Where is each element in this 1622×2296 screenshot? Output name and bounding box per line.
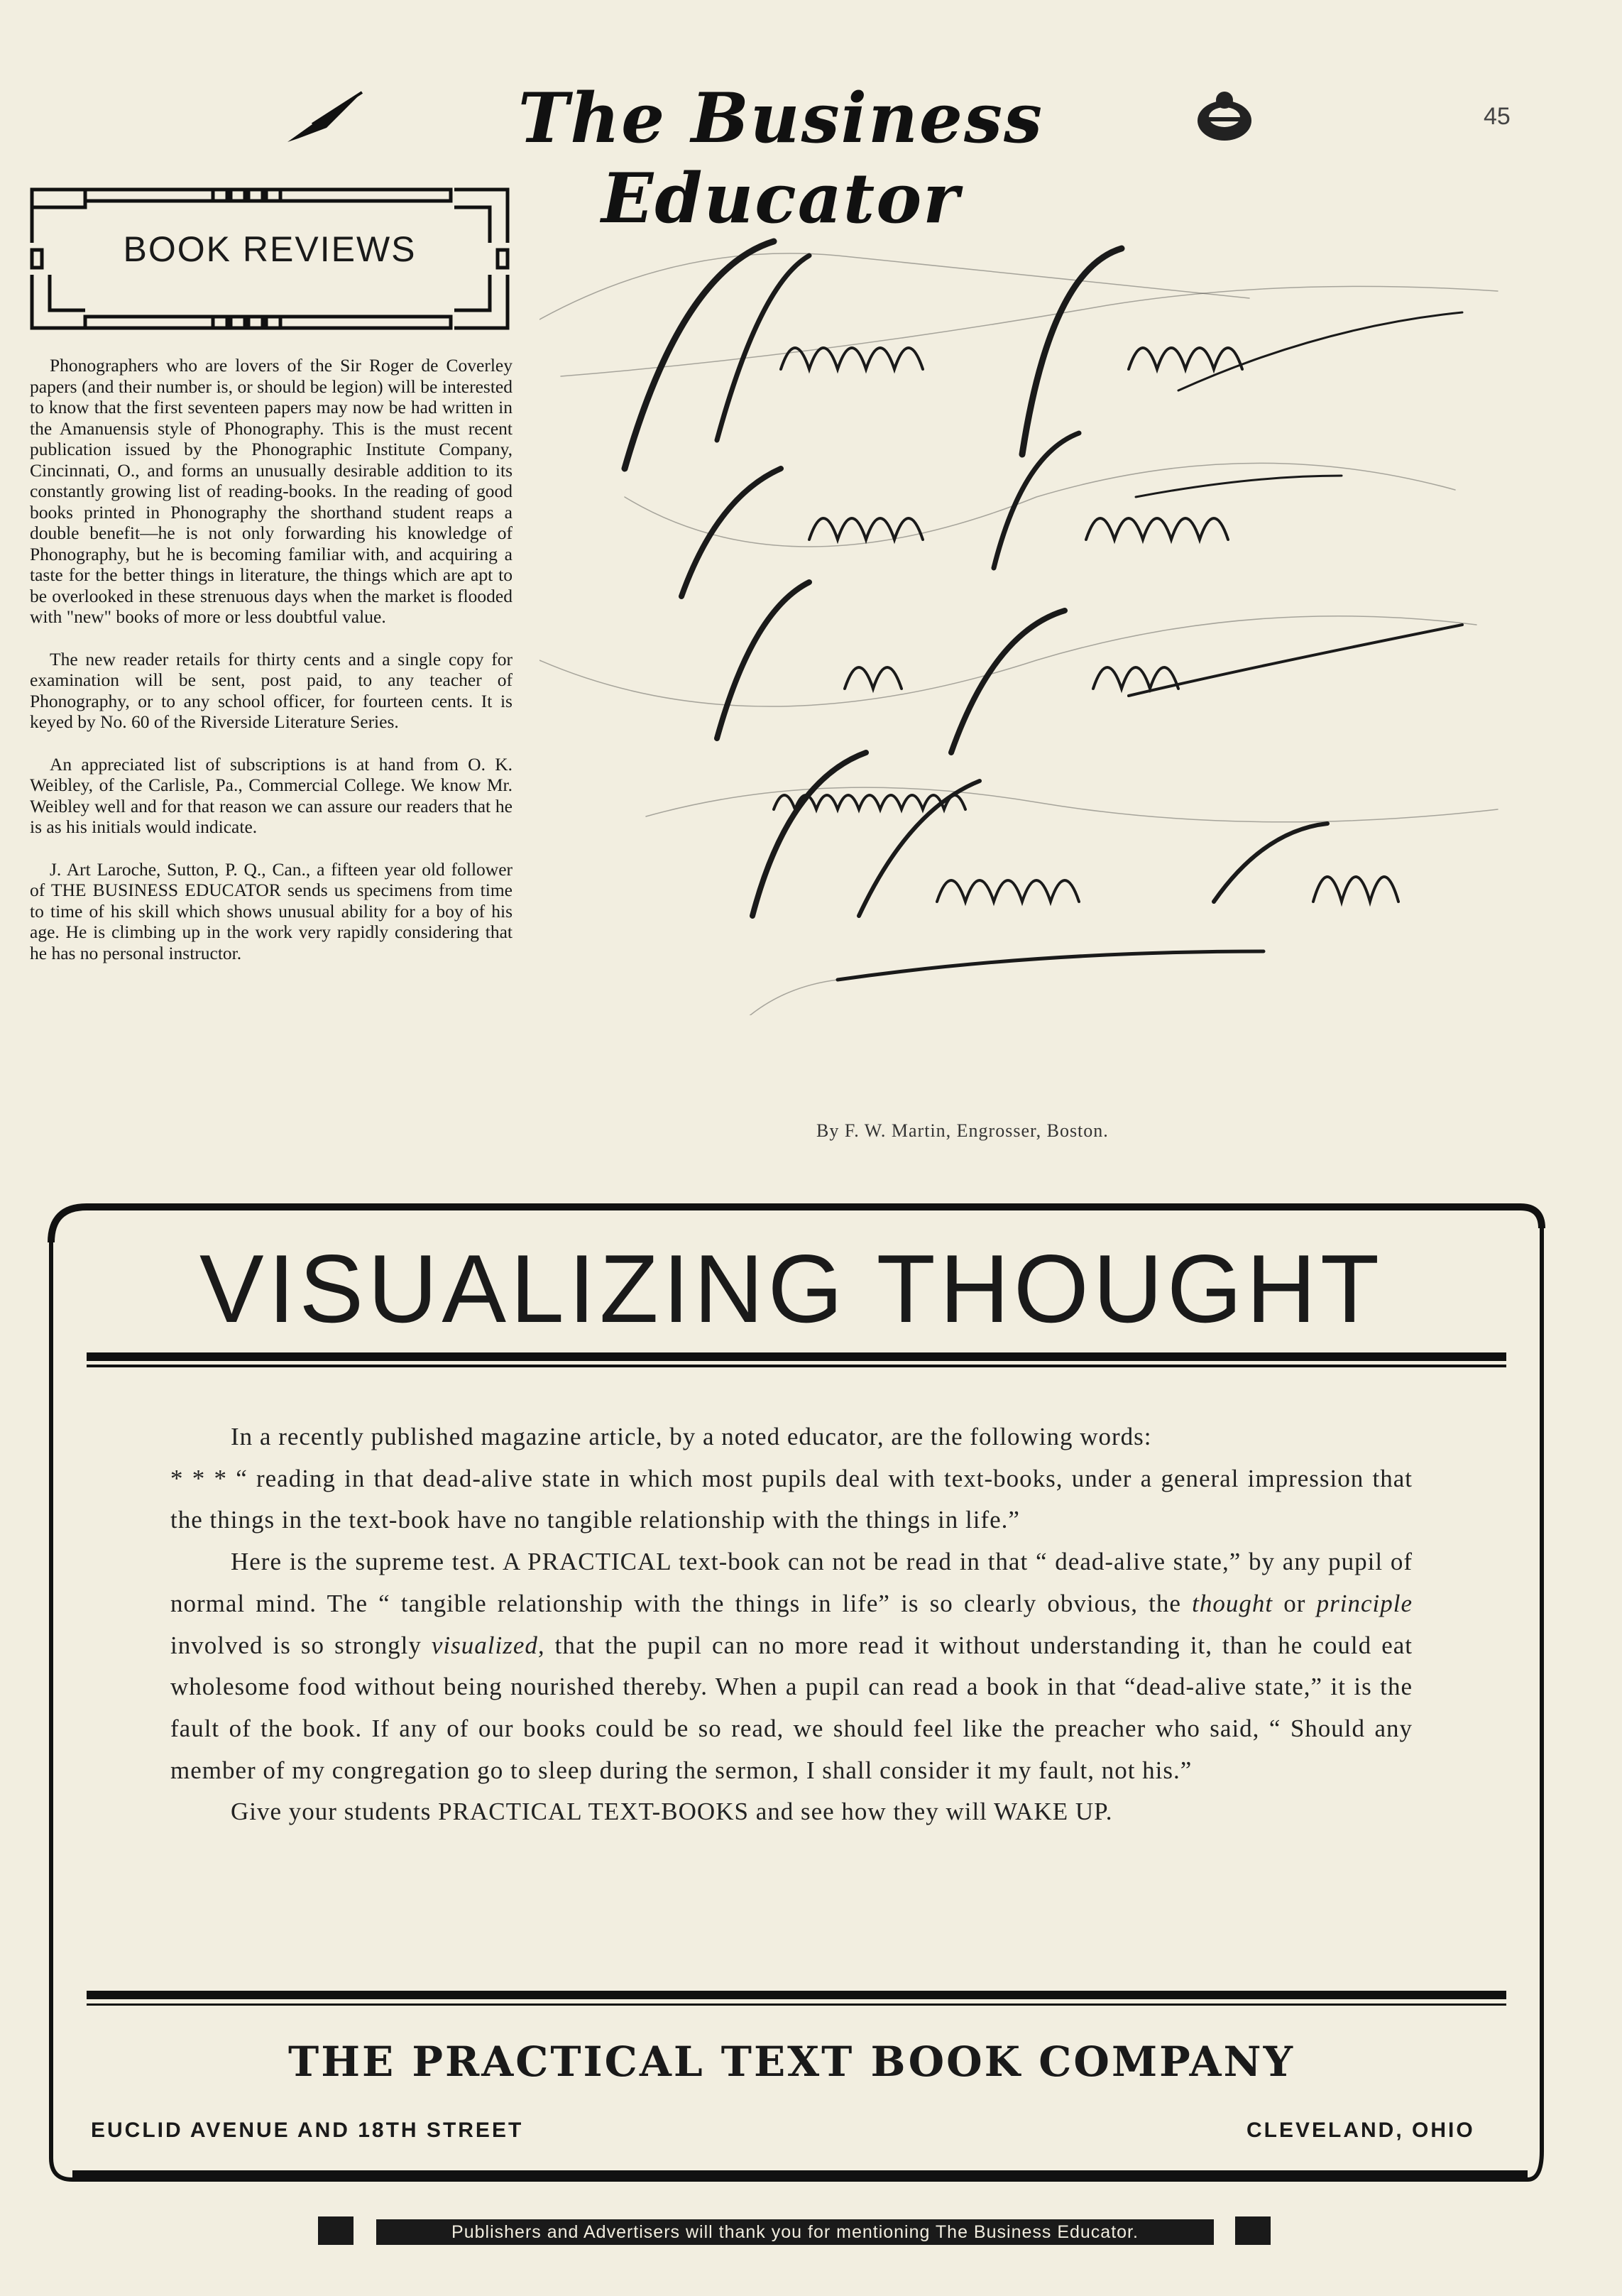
ad-text: Here is the supreme test. A PRACTICAL text-book can not be read in that “ dead-alive state,” by any pupil of normal mind. The “ tangible relationship with the things in life” is so clearly obvious, the [170, 1548, 1413, 1617]
inkwell-emblem-icon [1193, 89, 1256, 146]
book-reviews-heading: BOOK REVIEWS [123, 229, 417, 269]
review-paragraph: J. Art Laroche, Sutton, P. Q., Can., a fifteen year old follower of THE BUSINESS EDUCATOR sends us specimens from time to time of his skill which shows unusual ability for a boy of his age. He is climbing up in the work very rapidly considering that he has no personal instructor. [30, 858, 513, 963]
footer-block-left [318, 2216, 354, 2245]
ad-paragraph: In a recently published magazine article, by a noted educator, are the following words: [231, 1423, 1152, 1450]
ad-paragraph [170, 1541, 1413, 1791]
company-name: THE PRACTICAL TEXT BOOK COMPANY [288, 2038, 1295, 2086]
quill-pen-icon [284, 85, 369, 149]
ad-paragraph: Give your students PRACTICAL TEXT-BOOKS and see how they will WAKE UP. [231, 1798, 1113, 1826]
ad-italic-text: thought [1192, 1589, 1273, 1617]
penmanship-engraving [539, 199, 1533, 1015]
book-reviews-column [30, 355, 513, 985]
ad-body [170, 1416, 1413, 1833]
review-paragraph: The new reader retails for thirty cents and a single copy for examination will be sent, post paid, to any teacher of Phonography, or to any school officer, for fourteen cents. It is keyed by No. 60 of the Riverside Literature Series. [30, 648, 513, 732]
ad-italic-text: principle [1316, 1589, 1413, 1617]
review-paragraph: An appreciated list of subscriptions is at hand from O. K. Weibley, of the Carlisle, Pa., Commercial College. We know Mr. Weibley well and for that reason we can assure our readers that he is as his initials would indicate. [30, 753, 513, 837]
review-paragraph: Phonographers who are lovers of the Sir Roger de Coverley papers (and their number is, or should be legion) will be interested to know that the first seventeen papers may now be had written in the Amanuensis style of Phonography. This is the must recent publication issued by the Phonographic Institute Company, Cincinnati, O., and forms an unusually desirable addition to its constantly growing list of reading-books. In the reading of good books printed in Phonography the shorthand student reaps a double benefit—he is not only forwarding his knowledge of Phonography, but he is becoming familiar with, and acquiring a taste for the better things in literature, the things which are apt to be overlooked in these strenuous days when the market is flooded with "new" books of more or less doubtful value. [30, 355, 513, 627]
footer-block-right [1235, 2216, 1271, 2245]
masthead-title: The Business Educator [517, 78, 1044, 239]
company-city: CLEVELAND, OHIO [1246, 2119, 1475, 2142]
page-number: 45 [1484, 103, 1511, 130]
ad-paragraph-quote: * * * “ reading in that dead-alive state in which most pupils deal with text-books, under a general impression that the things in the text-book have no tangible relationship with the things in life.” [170, 1464, 1413, 1534]
engraving-credit: By F. W. Martin, Engrosser, Boston. [816, 1120, 1109, 1141]
ad-text: or [1273, 1589, 1317, 1617]
ad-headline: VISUALIZING THOUGHT [199, 1235, 1384, 1343]
ad-text: involved is so strongly [170, 1631, 432, 1659]
ad-text: that the pupil can no more read it without understanding it, than he could eat wholesome food without being nourished thereby. When a pupil can read a book in that “dead-alive state,” it is the fault of the book. If any of our books could be so read, we should feel like the preacher who said, “ Should any member of my congregation go to sleep during the sermon, I shall consider it my fault, not his.” [170, 1631, 1413, 1784]
footer-notice: Publishers and Advertisers will thank you for mentioning The Business Educator. [376, 2219, 1214, 2245]
company-street: EUCLID AVENUE AND 18TH STREET [91, 2119, 524, 2142]
ad-italic-text: visualized, [431, 1631, 545, 1659]
